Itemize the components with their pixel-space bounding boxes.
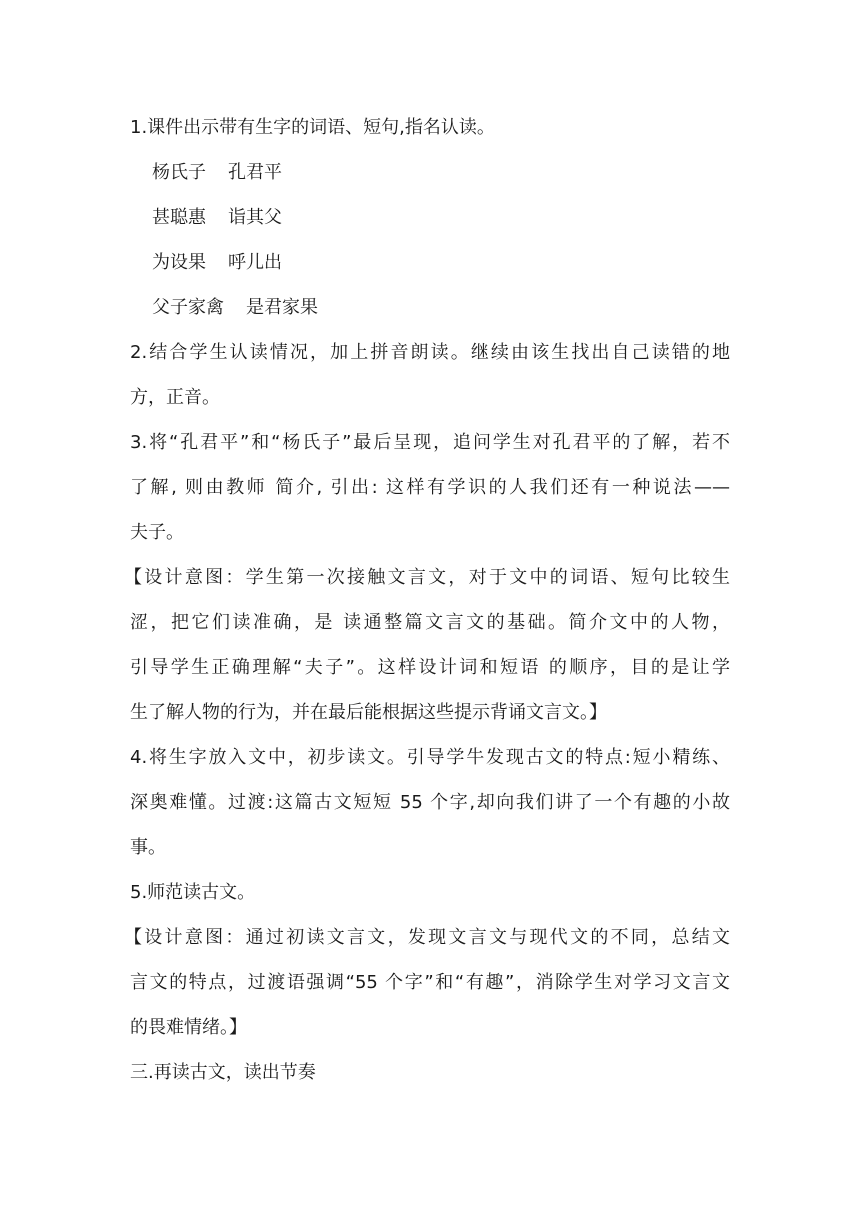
word-1b: 孔君平 (228, 162, 282, 183)
step-3-line-3: 夫子。 (130, 522, 184, 543)
document-body (124, 105, 730, 1095)
step-3-line-2: 了解, 则由教师 简介, 引出: 这样有学识的人我们还有一种说法—— (130, 477, 730, 498)
step-2-line-2: 方，正音。 (130, 387, 220, 408)
word-4b: 是君家果 (246, 297, 318, 318)
design-note-1-line-1: 【设计意图：学生第一次接触文言文，对于文中的词语、短句比较生 (124, 567, 730, 588)
design-note-2-line-1: 【设计意图：通过初读文言文，发现文言文与现代文的不同，总结文 (124, 927, 730, 948)
design-note-2-line-3: 的畏难情绪。】 (130, 1017, 247, 1038)
step-4-line-1: 4.将生字放入文中，初步读文。引导学牛发现古文的特点:短小精练、 (130, 747, 730, 768)
word-1a: 杨氏子 (152, 162, 206, 183)
step-5-text: 5.师范读古文。 (130, 882, 256, 903)
section-3-heading: 三.再读古文，读出节奏 (130, 1062, 316, 1083)
word-2b: 诣其父 (228, 207, 282, 228)
word-4a: 父子家禽 (152, 297, 224, 318)
design-note-1-line-3: 引导学生正确理解“夫子”。这样设计词和短语 的顺序，目的是让学 (130, 657, 730, 678)
word-2a: 甚聪惠 (152, 207, 206, 228)
word-3b: 呼儿出 (228, 252, 282, 273)
step-2-line-1: 2.结合学生认读情况，加上拼音朗读。继续由该生找出自己读错的地 (130, 342, 730, 363)
design-note-1-line-4: 生了解人物的行为，并在最后能根据这些提示背诵文言文。】 (130, 702, 607, 723)
design-note-1-line-2: 涩，把它们读准确，是 读通整篇文言文的基础。简介文中的人物， (130, 612, 730, 633)
word-3a: 为设果 (152, 252, 206, 273)
step-4-line-2: 深奥难懂。过渡:这篇古文短短 55 个字,却向我们讲了一个有趣的小故 (130, 792, 730, 813)
step-4-line-3: 事。 (130, 837, 166, 858)
design-note-2-line-2: 言文的特点，过渡语强调“55 个字”和“有趣”，消除学生对学习文言文 (130, 972, 730, 993)
word-row-2 (130, 195, 730, 240)
step-1-text: 1.课件出示带有生字的词语、短句,指名认读。 (130, 117, 495, 138)
word-row-3 (130, 240, 730, 285)
word-row-1 (130, 150, 730, 195)
step-3-line-1: 3.将“孔君平”和“杨氏子”最后呈现，追问学生对孔君平的了解，若不 (130, 432, 730, 453)
word-row-4 (130, 285, 730, 330)
